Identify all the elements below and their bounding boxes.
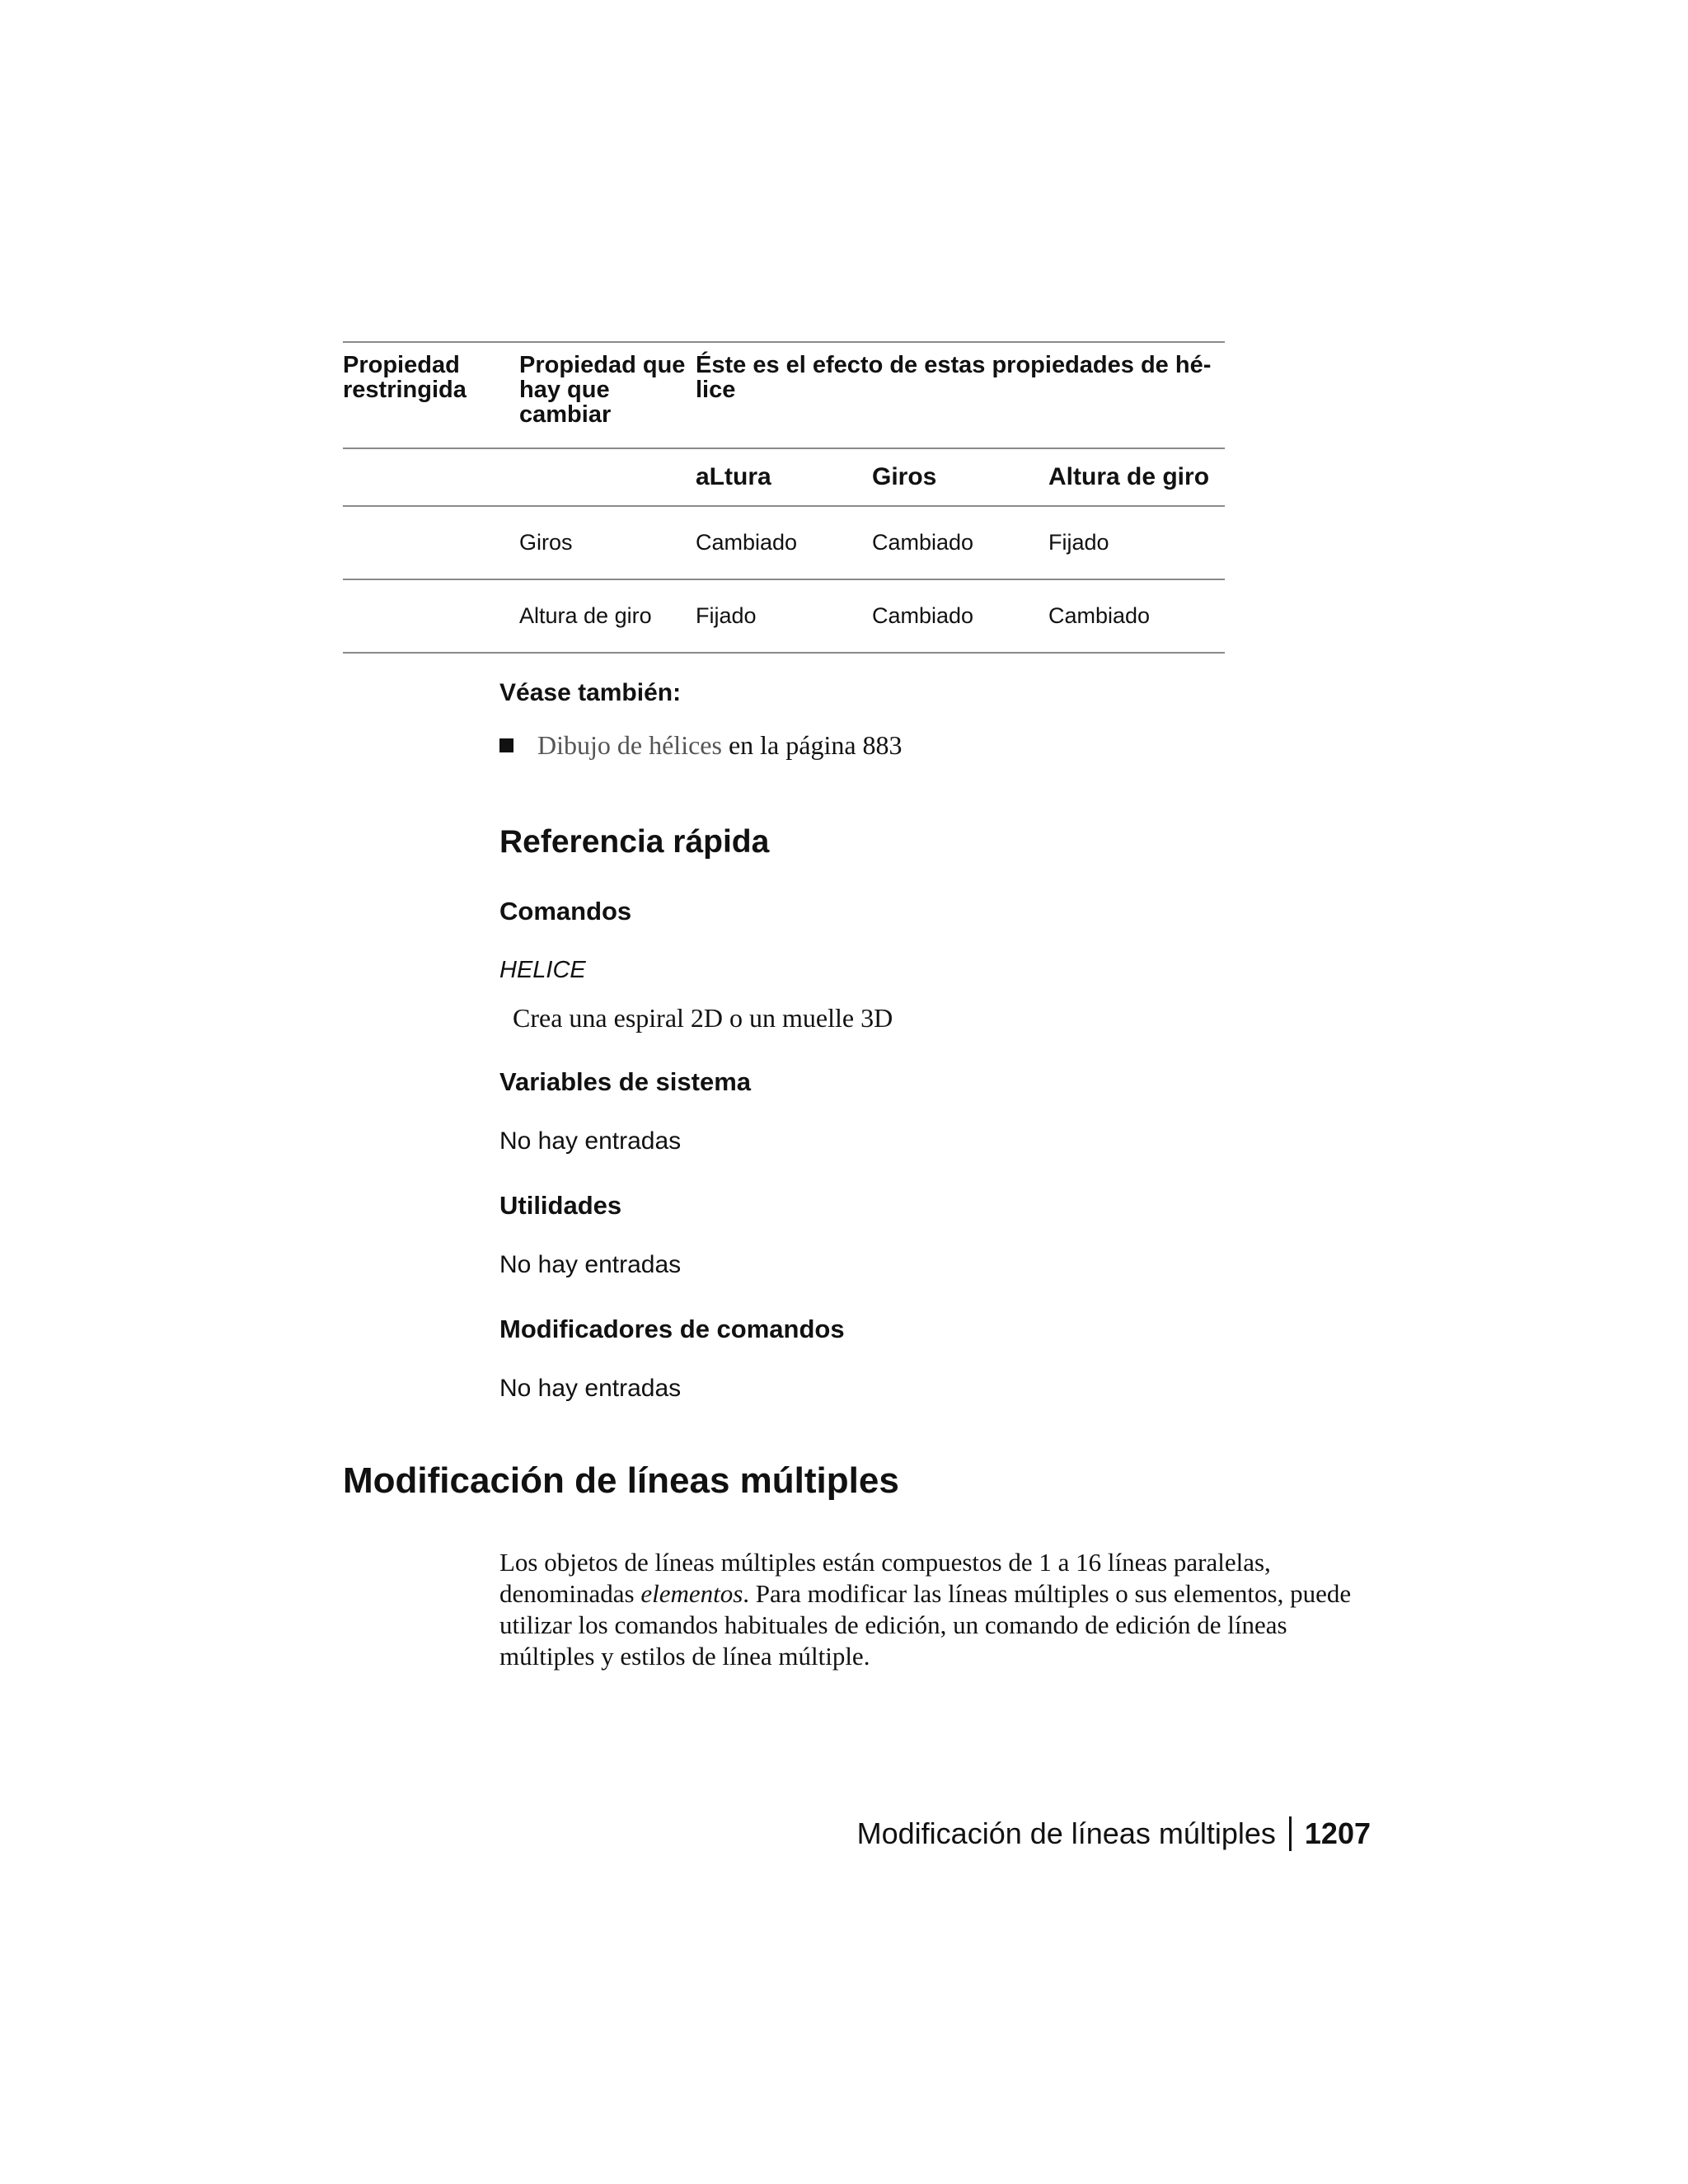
command-modifiers-heading: Modificadores de comandos — [499, 1315, 845, 1343]
footer-separator — [1289, 1816, 1292, 1851]
command-modifiers-text: No hay entradas — [499, 1375, 682, 1402]
table-cell: Giros — [519, 506, 696, 579]
utilities-text: No hay entradas — [499, 1251, 682, 1278]
command-description: Crea una espiral 2D o un muelle 3D — [513, 1003, 893, 1033]
table-subheader-row — [343, 448, 1225, 506]
subheader-turn-height: Altura de giro — [1048, 448, 1225, 506]
table-row — [343, 579, 1225, 653]
paragraph-emphasis: elementos — [640, 1579, 743, 1608]
footer-title: Modificación de líneas múltiples — [856, 1816, 1276, 1850]
see-also-item — [499, 730, 903, 761]
header-restricted-property: Propiedad restringida — [343, 342, 519, 448]
see-also-link[interactable]: Dibujo de hélices — [537, 730, 722, 760]
page-number: 1207 — [1304, 1816, 1371, 1850]
properties-table — [343, 341, 1225, 654]
utilities-heading: Utilidades — [499, 1191, 622, 1220]
paragraph-text-start: Los objetos de líneas múltiples están compuestos de 1 a 16 líneas paralelas, denominadas — [499, 1548, 1271, 1608]
table-header-row — [343, 342, 1225, 448]
table-cell: Cambiado — [872, 506, 1048, 579]
bullet-square-icon — [499, 738, 513, 752]
table-cell: Fijado — [1048, 506, 1225, 579]
quick-reference-heading: Referencia rápida — [499, 824, 770, 860]
see-also-link-suffix: en la página 883 — [721, 730, 903, 760]
paragraph-text-end: . Para modificar las líneas múltiples o sus elementos, puede utilizar los comandos habituales de edición, un comando de edición de líneas múltiples y estilos de línea múltiple. — [499, 1579, 1352, 1671]
commands-heading: Comandos — [499, 897, 632, 926]
table-cell: Cambiado — [696, 506, 872, 579]
see-also-title: Véase también: — [499, 679, 682, 706]
section-paragraph — [499, 1547, 1373, 1672]
table-cell — [343, 579, 519, 653]
page-footer — [857, 1816, 1371, 1851]
section-title: Modificación de líneas múltiples — [343, 1460, 899, 1501]
subheader-turns: Giros — [872, 448, 1048, 506]
table-cell: Fijado — [696, 579, 872, 653]
command-name[interactable]: HELICE — [499, 957, 586, 983]
table-cell: Cambiado — [1048, 579, 1225, 653]
section-body — [499, 1547, 1373, 1672]
table-cell: Cambiado — [872, 579, 1048, 653]
system-variables-text: No hay entradas — [499, 1127, 682, 1155]
table-cell — [343, 506, 519, 579]
table-row — [343, 506, 1225, 579]
subheader-height: aLtura — [696, 448, 872, 506]
header-property-to-change: Propiedad que hay que cambiar — [519, 342, 696, 448]
system-variables-heading: Variables de sistema — [499, 1067, 752, 1096]
header-effect: Éste es el efecto de estas propiedades de hé- lice — [696, 342, 1225, 448]
table-cell: Altura de giro — [519, 579, 696, 653]
